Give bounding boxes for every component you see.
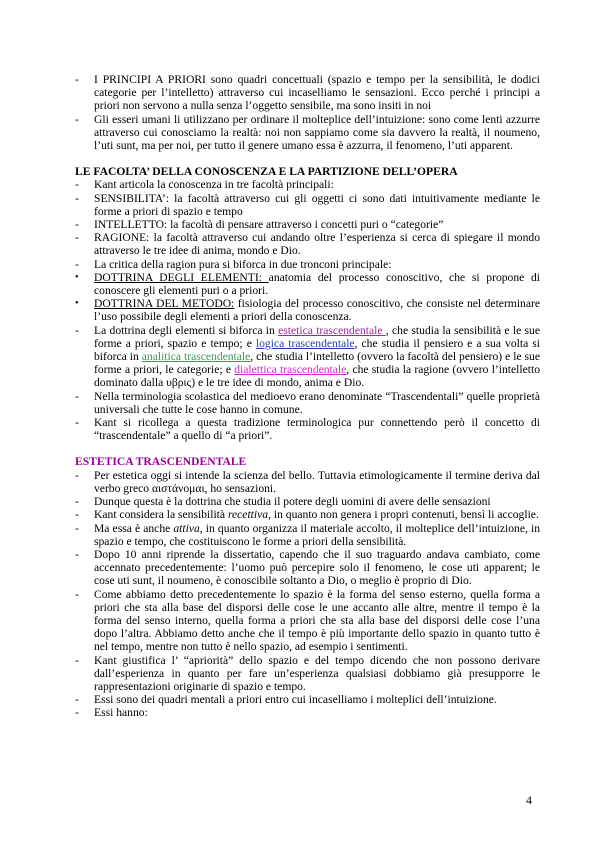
dash-marker: - <box>75 112 79 126</box>
dialettica-link[interactable]: dialettica trascendentale <box>234 363 347 377</box>
bullet-dot-icon: • <box>75 271 79 283</box>
list-item: - Essi sono dei quadri mentali a priori entro cui incaselliamo i molteplici dell’intuizione. <box>75 693 497 707</box>
emphasis: recettiva, <box>227 508 271 522</box>
page-number: 4 <box>526 793 532 807</box>
list-item: - Essi hanno: <box>75 706 148 720</box>
estetica-link[interactable]: estetica trascendentale <box>278 323 386 337</box>
list-item: - RAGIONE: la facoltà attraverso cui andando oltre l’esperienza si cerca di spiegare il mondo attraverso le tre idee di anima, mondo e Dio. <box>75 231 540 258</box>
dash-marker: - <box>75 257 79 271</box>
dash-marker: - <box>75 706 79 720</box>
dash-marker: - <box>75 73 79 86</box>
section-heading-facolta: LE FACOLTA’ DELLA CONOSCENZA E LA PARTIZIONE DELL’OPERA <box>75 165 458 179</box>
dash-marker: - <box>75 495 79 509</box>
dash-marker: - <box>75 323 79 337</box>
emphasis: attiva, <box>173 521 203 535</box>
dash-marker: - <box>75 231 79 245</box>
list-item: - Gli esseri umani li utilizzano per ordinare il molteplice dell’intuizione: sono come lenti azzurre attraverso cui conosciamo la realtà: noi non sappiamo come sia davvero la realtà, il noumeno, l’uti sunt, ma per noi, per tutto il genere umano essa è azzurra, il fenomeno, l’uti apparent. <box>75 112 540 153</box>
list-item: - Dunque questa è la dottrina che studia il potere degli uomini di avere delle sensazioni <box>75 495 491 509</box>
list-item: - I PRINCIPI A PRIORI sono quadri concettuali (spazio e tempo per la sensibilità, le dodici categorie per l’intelletto) attraverso cui incaselliamo le sensazioni. Ecco perché i principi a priori non servono a nulla senza l’oggetto sensibile, ma sono insiti in noi <box>75 73 540 113</box>
list-item: - Dopo 10 anni riprende la dissertatio, capendo che il suo traguardo andava cambiato, come accennato precedentemente: l’uomo può percepire solo il fenomeno, le cose uti apparent; le cose uti sunt, il noumeno, è conoscibile soltanto a Dio, o meglio è proprio di Dio. <box>75 547 540 588</box>
list-item: - Ma essa è anche attiva, in quanto organizza il materiale accolto, il molteplice dell’intuizione, in spazio e tempo, che costituiscono le forme a priori della sensibilità. <box>75 521 540 548</box>
list-item: - Kant si ricollega a questa tradizione terminologica pur connettendo però il concetto di “trascendentale” a quello di “a priori”. <box>75 416 540 443</box>
list-item: - SENSIBILITA’: la facoltà attraverso cui gli oggetti ci sono dati intuitivamente mediante le forme a priori di spazio e tempo <box>75 191 540 218</box>
dash-marker: - <box>75 389 79 403</box>
list-item: - Come abbiamo detto precedentemente lo spazio è la forma del senso esterno, quella forma a priori che sta alla base del disporsi delle cose le une accanto alle altre, mentre il tempo è la forma del senso interno, quella forma a priori che sta alla base del disporsi delle cose l’una dopo l’altra. Abbiamo detto anche che il tempo è più importante dello spazio in quanto tutto è nel tempo, mentre non tutto è nello spazio, ad esempio i sentimenti. <box>75 587 540 654</box>
list-item: - Kant giustifica l’ “apriorità” dello spazio e del tempo dicendo che non possono derivare dall’esperienza in quanto per fare un’esperienza qualsiasi dobbiamo già presupporre le rappresentazioni originarie di spazio e tempo. <box>75 653 540 693</box>
logica-link[interactable]: logica trascendentale <box>255 336 355 350</box>
faculties-list <box>75 178 540 442</box>
dash-marker: - <box>75 218 79 232</box>
principles-list <box>75 73 540 152</box>
page-content <box>75 73 540 720</box>
list-item-metodo: • DOTTRINA DEL METODO: fisiologia del processo conoscitivo, che consiste nel determinare l’uso possibile degli elementi a priori della conoscenza. <box>75 297 540 324</box>
dash-marker: - <box>75 521 79 535</box>
list-item: - Kant considera la sensibilità recettiva, in quanto non genera i propri contenuti, bensì li accoglie. <box>75 508 539 522</box>
list-item-elementi: • DOTTRINA DEGLI ELEMENTI: anatomia del processo conoscitivo, che si propone di conoscere gli elementi puri o a priori. <box>75 270 540 298</box>
list-item: - La critica della ragion pura si biforca in due tronconi principale: <box>75 257 392 271</box>
list-item: - INTELLETTO: la facoltà di pensare attraverso i concetti puri o “categorie” <box>75 218 444 232</box>
list-item: - Per estetica oggi si intende la scienza del bello. Tuttavia etimologicamente il termine deriva dal verbo greco αιστάνομαι, ho sensazioni. <box>75 468 540 495</box>
dash-marker: - <box>75 547 79 561</box>
dash-marker: - <box>75 693 79 707</box>
list-item: - Nella terminologia scolastica del medioevo erano denominate “Trascendentali” quelle proprietà universali che tutte le cose hanno in comune. <box>75 389 540 416</box>
estetica-list <box>75 469 540 720</box>
dash-marker: - <box>75 653 79 667</box>
term-dottrina-metodo: DOTTRINA DEL METODO: <box>94 297 235 311</box>
dash-marker: - <box>75 416 79 430</box>
analitica-link[interactable]: analitica trascendentale <box>141 350 251 364</box>
term-dottrina-elementi: DOTTRINA DEGLI ELEMENTI: <box>94 270 269 284</box>
dash-marker: - <box>75 508 79 522</box>
dash-marker: - <box>75 191 79 205</box>
list-item: - Kant articola la conoscenza in tre facoltà principali: <box>75 178 334 192</box>
dash-marker: - <box>75 178 79 192</box>
dash-marker: - <box>75 587 79 601</box>
dash-marker: - <box>75 468 79 482</box>
list-item-split: - La dottrina degli elementi si biforca in estetica trascendentale , che studia la sensibilità e le sue forme a priori, spazio e tempo; e logica trascendentale, che studia il pensiero e a sua volta si biforca in analitica trascendentale, che studia l’intelletto (ovvero la facoltà del pensiero) e le sue forme a priori, le categorie; e dialettica trascendentale, che studia la ragione (ovvero l’intelletto dominato dalla υβρις) e le tre idee di mondo, anima e Dio. <box>75 323 540 390</box>
section-heading-estetica: ESTETICA TRASCENDENTALE <box>75 455 247 469</box>
bullet-dot-icon: • <box>75 298 79 310</box>
